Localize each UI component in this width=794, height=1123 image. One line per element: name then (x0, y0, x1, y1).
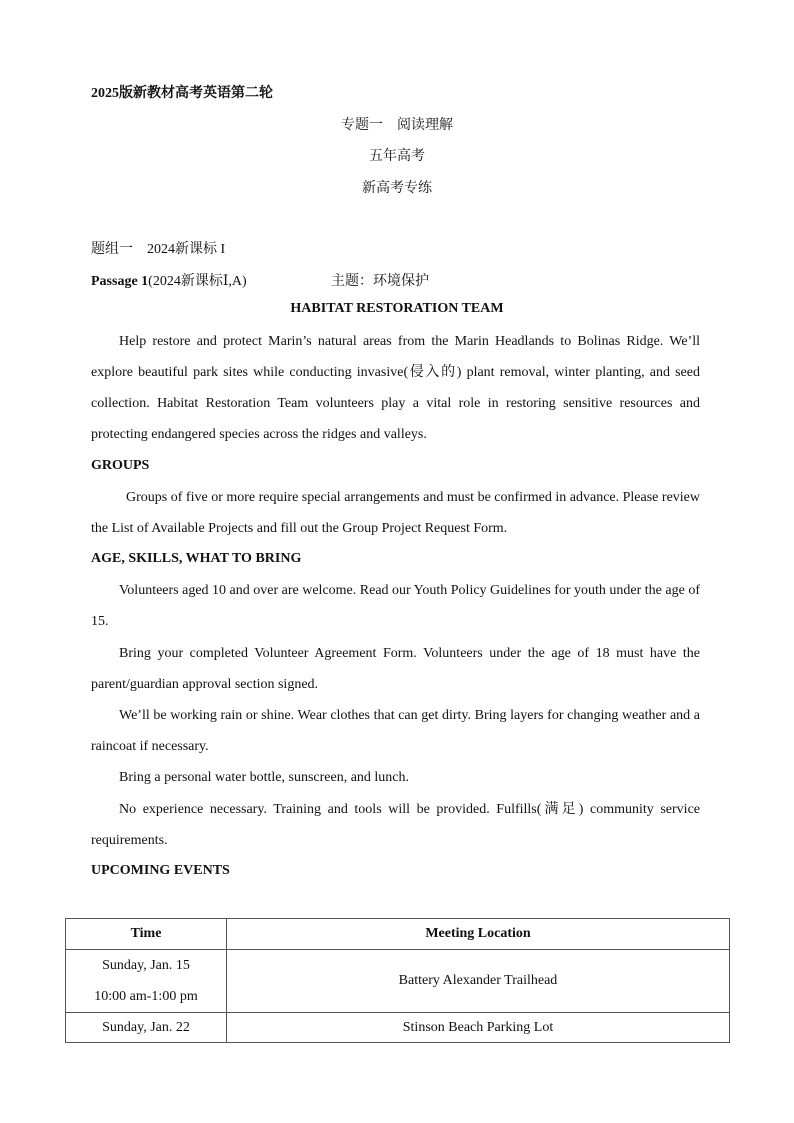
age-paragraph-2: Bring your completed Volunteer Agreement Form. Volunteers under the age of 18 must have the parent/guardian approval section signed. (91, 646, 700, 692)
table-header-row (66, 919, 730, 950)
group-label: 题组一 2024新课标 I (91, 242, 226, 257)
table-header-time: Time (66, 919, 227, 950)
event-date: Sunday, Jan. 22 (102, 1019, 190, 1035)
upcoming-events-heading: UPCOMING EVENTS (91, 863, 230, 878)
groups-heading: GROUPS (91, 458, 150, 473)
book-title: 2025版新教材高考英语第二轮 (91, 86, 273, 101)
passage-title: HABITAT RESTORATION TEAM (290, 301, 504, 316)
table-header-location: Meeting Location (227, 919, 730, 950)
passage-header (91, 270, 247, 290)
event-location: Battery Alexander Trailhead (227, 950, 730, 1013)
event-time-cell (66, 950, 227, 1013)
groups-paragraph: Groups of five or more require special arrangements and must be confirmed in advance. Please review the List of Available Projects and fill out the Group Project Request Form. (91, 490, 700, 536)
age-skills-heading: AGE, SKILLS, WHAT TO BRING (91, 551, 302, 566)
table-row (66, 1013, 730, 1043)
age-paragraph-1: Volunteers aged 10 and over are welcome. Read our Youth Policy Guidelines for youth under the age of 15. (91, 583, 700, 629)
table-row (66, 950, 730, 1013)
event-hours: 10:00 am-1:00 pm (94, 989, 198, 1004)
topic-title: 专题一 阅读理解 (341, 118, 453, 133)
event-time-cell (66, 1013, 227, 1043)
subtitle-five-years: 五年高考 (369, 149, 425, 164)
event-location: Stinson Beach Parking Lot (227, 1013, 730, 1043)
events-table (65, 918, 730, 1043)
subtitle-new-exam: 新高考专练 (362, 181, 432, 196)
age-paragraph-3: We’ll be working rain or shine. Wear clothes that can get dirty. Bring layers for changing weather and a raincoat if necessary. (91, 708, 700, 754)
intro-paragraph: Help restore and protect Marin’s natural areas from the Marin Headlands to Bolinas Ridge. We’ll explore beautiful park sites while conducting invasive(侵入的) plant removal, winter planting, and seed collection. Habitat Restoration Team volunteers play a vital role in restoring sensitive resources and protecting endangered species across the ridges and valleys. (91, 334, 700, 442)
event-date: Sunday, Jan. 15 (102, 958, 190, 973)
passage-source: (2024新课标Ⅰ,A) (148, 274, 247, 289)
age-paragraph-5: No experience necessary. Training and tools will be provided. Fulfills(满足) community service requirements. (91, 802, 700, 848)
passage-theme: 主题：环境保护 (331, 274, 429, 289)
passage-label: Passage 1 (91, 274, 149, 289)
age-paragraph-4: Bring a personal water bottle, sunscreen, and lunch. (119, 770, 410, 785)
